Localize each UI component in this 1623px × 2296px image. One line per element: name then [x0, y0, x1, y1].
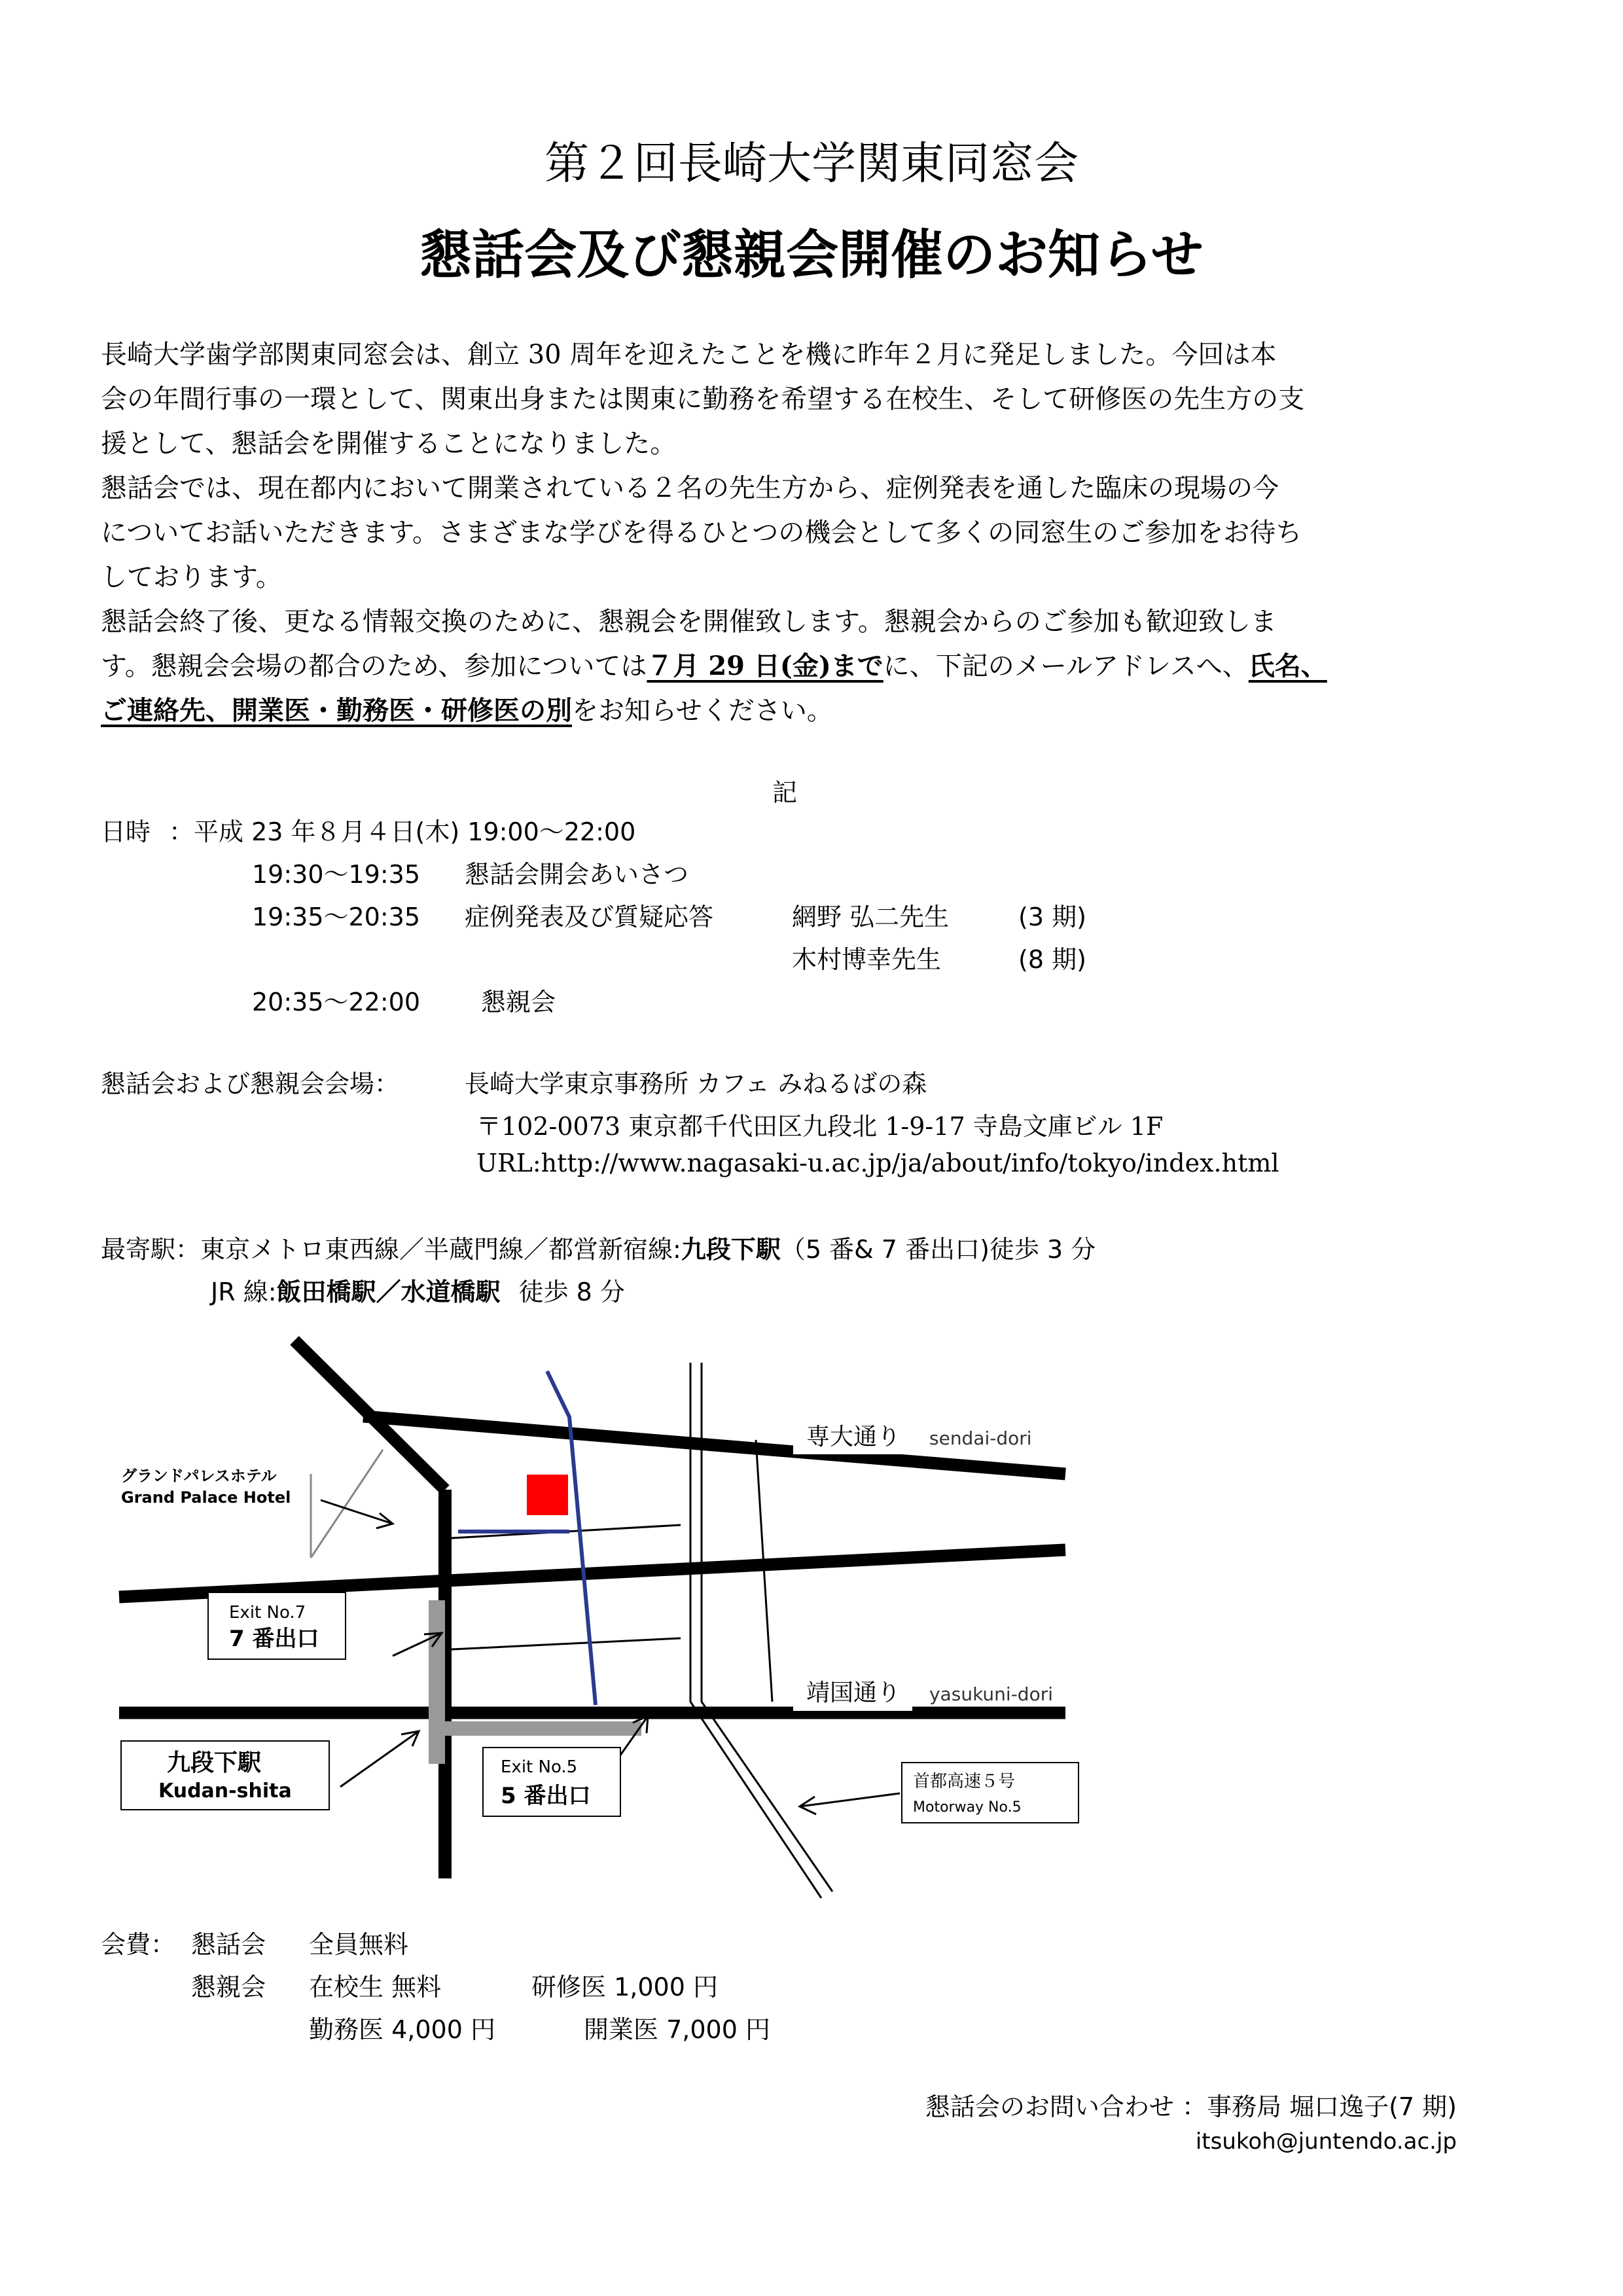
- venue-label: 懇話会および懇親会会場：: [101, 1069, 400, 1098]
- venue-name: 長崎大学東京事務所 カフェ みねるばの森: [465, 1069, 927, 1098]
- fees-label: 会費：: [101, 1930, 176, 1959]
- exit5-passage: [445, 1721, 641, 1736]
- date-value: ：平成 23 年８月４日(木) 19:00～22:00: [169, 817, 636, 846]
- venue-marker: [527, 1475, 568, 1515]
- hotel-label-jp: グランドパレスホテル: [121, 1467, 277, 1485]
- venue-address: 〒102-0073 東京都千代田区九段北 1-9-17 寺島文庫ビル 1F: [476, 1112, 1164, 1141]
- station-exits: （5 番& 7 番出口)徒歩 3 分: [780, 1235, 1096, 1264]
- required-info-1: 氏名、: [1248, 651, 1327, 681]
- intro-line-5: についてお話いただきます。さまざまな学びを得るひとつの機会として多くの同窓生のご参加をお待ち: [101, 518, 1302, 548]
- fee-konshin-label: 懇親会: [191, 1973, 266, 2001]
- schedule-time-1: 19:30～19:35: [252, 860, 421, 889]
- exit5-en: Exit No.5: [501, 1757, 578, 1777]
- intro-line-8-mid: に、下記のメールアドレスへ、: [883, 651, 1249, 681]
- walking-route: [547, 1371, 596, 1705]
- side-street-2: [452, 1638, 681, 1649]
- intro-line-4: 懇話会では、現在都内において開業されている２名の先生方から、症例発表を通した臨床の現場の今: [101, 473, 1279, 503]
- hotel-marker-line: [311, 1450, 383, 1558]
- intro-line-1: 長崎大学歯学部関東同窓会は、創立 30 周年を迎えたことを機に昨年２月に発足しました。今回は本: [101, 340, 1277, 370]
- speaker-1-term: (3 期): [1018, 903, 1086, 931]
- venue-url[interactable]: URL:http://www.nagasaki-u.ac.jp/ja/about/info/tokyo/index.html: [476, 1149, 1279, 1177]
- fee-employed: 勤務医 4,000 円: [309, 2015, 495, 2044]
- exit5-jp: 5 番出口: [501, 1783, 591, 1809]
- title-line2: 懇話会及び懇親会開催のお知らせ: [419, 224, 1204, 285]
- jr-walk: 徒歩 8 分: [518, 1278, 625, 1306]
- intro-line-9-end: をお知らせください。: [572, 696, 833, 726]
- speaker-2-term: (8 期): [1018, 945, 1086, 974]
- street-sendai-jp: 専大通り: [806, 1424, 901, 1450]
- schedule-desc-1: 懇話会開会あいさつ: [465, 860, 689, 889]
- fee-konwa-value: 全員無料: [309, 1930, 409, 1959]
- schedule-desc-2: 症例発表及び質疑応答: [465, 903, 714, 931]
- ki-heading: 記: [772, 778, 798, 807]
- speaker-2: 木村博幸先生: [792, 945, 942, 974]
- contact-info: 懇話会のお問い合わせ ：事務局 堀口逸子(7 期): [925, 2092, 1457, 2121]
- hotel-label-en: Grand Palace Hotel: [121, 1488, 291, 1507]
- fee-resident: 研修医 1,000 円: [531, 1973, 718, 2001]
- exit7-en: Exit No.7: [229, 1603, 306, 1623]
- kudan-en: Kudan-shita: [158, 1780, 292, 1803]
- schedule-time-2: 19:35～20:35: [252, 903, 421, 931]
- exit7-jp: 7 番出口: [229, 1626, 319, 1652]
- schedule-time-3: 20:35～22:00: [252, 988, 421, 1016]
- middle-road: [119, 1550, 1065, 1597]
- intro-line-3: 援として、懇話会を開催することになりました。: [101, 429, 677, 459]
- motorway-jp: 首都高速５号: [913, 1772, 1016, 1791]
- jr-label: JR 線:: [211, 1278, 277, 1306]
- station-kudanshita: 九段下駅: [681, 1235, 781, 1264]
- intro-line-6: しております。: [101, 562, 282, 592]
- intro-line-2: 会の年間行事の一環として、関東出身または関東に勤務を希望する在校生、そして研修医の先生方の支: [101, 384, 1305, 414]
- jr-stations: 飯田橋駅／水道橋駅: [276, 1278, 501, 1306]
- fee-practitioner: 開業医 7,000 円: [584, 2015, 770, 2044]
- station-label: 最寄駅：: [101, 1235, 201, 1264]
- schedule-desc-3: 懇親会: [481, 988, 556, 1016]
- street-sendai-en: sendai-dori: [929, 1427, 1032, 1449]
- station-lines: 東京メトロ東西線／半蔵門線／都営新宿線:: [200, 1235, 681, 1264]
- deadline: ７月 29 日(金)まで: [647, 651, 883, 681]
- kudan-jp: 九段下駅: [167, 1749, 262, 1776]
- fee-konwa-label: 懇話会: [191, 1930, 266, 1959]
- intro-line-7: 懇話会終了後、更なる情報交換のために、懇親会を開催致します。懇親会からのご参加も歓迎致しま: [101, 607, 1277, 637]
- speaker-1: 網野 弘二先生: [792, 903, 950, 931]
- title-line1: 第２回長崎大学関東同窓会: [544, 138, 1079, 190]
- intro-line-8-start: す。懇親会会場の都合のため、参加については: [101, 651, 647, 681]
- exit7-passage: [429, 1600, 445, 1764]
- motorway-en: Motorway No.5: [913, 1799, 1022, 1816]
- street-yasukuni-en: yasukuni-dori: [929, 1683, 1053, 1705]
- contact-email[interactable]: itsukoh@juntendo.ac.jp: [1195, 2128, 1457, 2155]
- fee-student: 在校生 無料: [309, 1973, 442, 2001]
- street-yasukuni-jp: 靖国通り: [806, 1679, 901, 1706]
- required-info-2: ご連絡先、開業医・勤務医・研修医の別: [101, 695, 572, 726]
- date-label: 日時: [101, 817, 151, 846]
